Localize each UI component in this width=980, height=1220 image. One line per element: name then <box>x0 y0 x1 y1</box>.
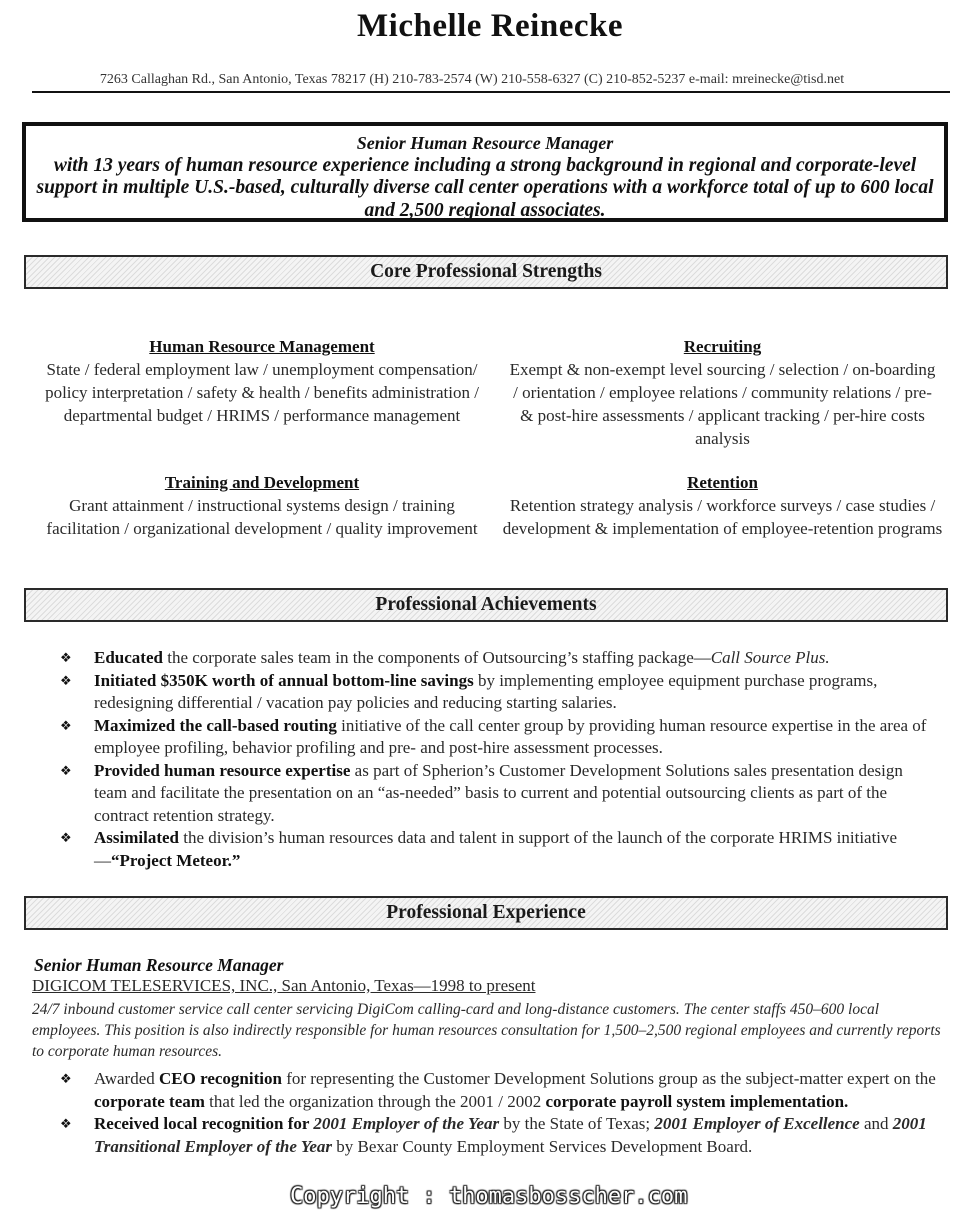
bullet-icon: ❖ <box>60 762 72 778</box>
strength-text: Exempt & non-exempt level sourcing / selection / on-boarding / orientation / employee relations / community relations / pre- & post-hire assessments / applicant tracking / per-hire costs analysis <box>509 360 936 448</box>
company-line: DIGICOM TELESERVICES, INC., San Antonio, Texas—1998 to present <box>32 976 536 995</box>
bullet-icon: ❖ <box>60 672 72 688</box>
summary-title: Senior Human Resource Manager <box>356 133 614 153</box>
strength-text: Grant attainment / instructional systems design / training facilitation / organizational development / quality improvement <box>46 496 478 538</box>
strength-text: Retention strategy analysis / workforce surveys / case studies / development & implementation of employee-retention programs <box>502 496 943 538</box>
list-item: ❖ Assimilated the division’s human resources data and talent in support of the launch of the corporate HRIMS initiative—“Project Meteor.” <box>60 828 898 870</box>
list-item: ❖ Received local recognition for 2001 Employer of the Year by the State of Texas; 2001 Employer of Excellence and 2001 Transitional Employer of the Year by Bexar County Employment Services Development Board. <box>60 1114 927 1156</box>
section-bar-strengths: Core Professional Strengths <box>24 255 948 289</box>
bullet-icon: ❖ <box>60 650 72 665</box>
achievements-list <box>60 647 940 872</box>
list-item: ❖ Initiated $350K worth of annual bottom-line savings by implementing employee equipment purchase programs, redesigning differential / vacation pay policies and reducing starting salaries. <box>60 670 878 712</box>
strength-retention <box>500 471 945 540</box>
strength-heading: Retention <box>687 473 758 492</box>
strength-heading: Recruiting <box>683 337 762 356</box>
section-bar-achievements: Professional Achievements <box>24 588 948 622</box>
bullet-icon: ❖ <box>60 1071 72 1086</box>
job-title: Senior Human Resource Manager <box>34 955 284 975</box>
strength-text: State / federal employment law / unemployment compensation/ policy interpretation / safety & health / benefits administration / departmental budget / HRIMS / performance management <box>45 360 479 425</box>
copyright-watermark: Copyright : thomasbosscher.com <box>290 1184 688 1209</box>
strength-heading: Human Resource Management <box>149 337 375 356</box>
bullet-icon: ❖ <box>60 1116 72 1131</box>
section-bar-experience: Professional Experience <box>24 896 948 930</box>
candidate-name: Michelle Reinecke <box>357 8 623 44</box>
strength-recruiting <box>500 335 945 450</box>
experience-list <box>60 1068 940 1158</box>
strength-heading: Training and Development <box>164 473 360 492</box>
contact-line: 7263 Callaghan Rd., San Antonio, Texas 78217 (H) 210-783-2574 (W) 210-558-6327 (C) 210-852-5237 e-mail: mreinecke@tisd.net <box>99 72 845 87</box>
bullet-icon: ❖ <box>60 830 72 845</box>
summary-box <box>22 122 948 222</box>
list-item: ❖ Maximized the call-based routing initiative of the call center group by providing human resource expertise in the area of employee profiling, behavior profiling and pre- and post-hire assessment processes. <box>60 715 927 757</box>
list-item: ❖ Educated the corporate sales team in the components of Outsourcing’s staffing package—Call Source Plus. <box>60 647 940 670</box>
job-description: 24/7 inbound customer service call center servicing DigiCom calling-card and long-distance customers. The center staffs 450–600 local employees. This position is also indirectly responsible for human resources consultation for 1,500–2,500 regional employees and currently reports to corporate human resources. <box>32 1001 941 1060</box>
bullet-icon: ❖ <box>60 717 72 733</box>
list-item: ❖ Awarded CEO recognition for representing the Customer Development Solutions group as the subject-matter expert on the corporate team that led the organization through the 2001 / 2002 corporate payroll system implementation. <box>60 1069 936 1111</box>
header-rule <box>32 91 950 93</box>
list-item: ❖ Provided human resource expertise as part of Spherion’s Customer Development Solutions sales presentation design team and facilitate the presentation on an “as-needed” basis to current and potential outsourcing clients as part of the contract retention strategy. <box>60 760 903 825</box>
summary-body: with 13 years of human resource experience including a strong background in regional and corporate-level support in multiple U.S.-based, culturally diverse call center operations with a workforce total of up to 600 local and 2,500 regional associates. <box>36 154 934 221</box>
strength-hrm <box>32 335 492 427</box>
strength-training <box>32 471 492 540</box>
